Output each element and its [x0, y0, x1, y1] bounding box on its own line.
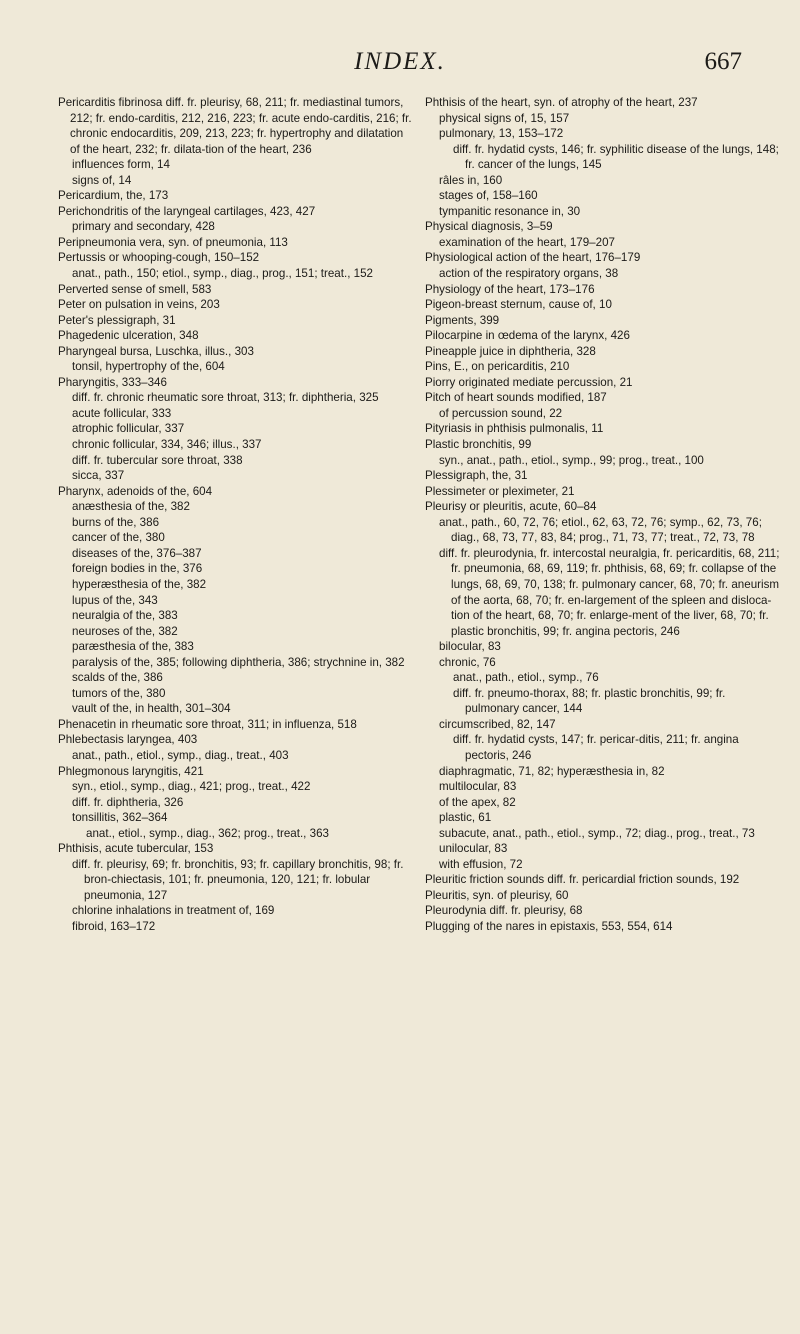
index-entry: plastic, 61	[439, 811, 492, 825]
index-entry: foreign bodies in the, 376	[72, 562, 203, 576]
index-entry: Plessimeter or pleximeter, 21	[425, 484, 575, 498]
index-entry: Plastic bronchitis, 99	[425, 438, 532, 452]
index-entry: anat., path., 150; etiol., symp., diag., prog., 151; treat., 152	[72, 267, 373, 281]
index-entry: Perichondritis of the laryngeal cartilages, 423, 427	[58, 204, 316, 218]
index-entry: Phthisis of the heart, syn. of atrophy of the heart, 237	[425, 96, 698, 109]
index-entry: Pericarditis fibrinosa diff. fr. pleurisy, 68, 211; fr. mediastinal tumors, 212; fr. endo-carditis, 212, 216, 223; fr. acute endo-carditis, 216; fr. chronic endocarditis, 209, 213, 223; fr. hypertrophy and dilatation of the heart, 232; fr. dilata-tion of the heart, 236	[58, 96, 412, 156]
index-entry: lupus of the, 343	[72, 593, 158, 607]
index-entry: circumscribed, 82, 147	[439, 717, 556, 731]
index-entry: paræsthesia of the, 383	[72, 640, 194, 654]
index-entry: Phthisis, acute tubercular, 153	[58, 842, 214, 856]
index-entry: scalds of the, 386	[72, 671, 163, 685]
index-entry: chronic follicular, 334, 346; illus., 337	[72, 438, 262, 452]
index-entry: tonsillitis, 362–364	[72, 811, 168, 825]
index-entry: diff. fr. hydatid cysts, 146; fr. syphilitic disease of the lungs, 148; fr. cancer of the lungs, 145	[453, 142, 779, 172]
index-entry: anæsthesia of the, 382	[72, 500, 190, 514]
index-entry: Peripneumonia vera, syn. of pneumonia, 113	[58, 235, 288, 249]
index-entry: Pigeon-breast sternum, cause of, 10	[425, 298, 612, 312]
index-entry: neuroses of the, 382	[72, 624, 178, 638]
index-entry: syn., anat., path., etiol., symp., 99; prog., treat., 100	[439, 453, 704, 467]
page-number: 667	[704, 48, 742, 75]
index-entry: of percussion sound, 22	[439, 406, 563, 420]
index-entry: Pharyngeal bursa, Luschka, illus., 303	[58, 344, 254, 358]
index-entry: with effusion, 72	[439, 857, 523, 871]
index-entry: burns of the, 386	[72, 515, 160, 529]
index-entry: Pleuritis, syn. of pleurisy, 60	[425, 888, 569, 902]
index-entry: diaphragmatic, 71, 82; hyperæsthesia in, 82	[439, 764, 665, 778]
index-entry: Pleurisy or pleuritis, acute, 60–84	[425, 500, 597, 514]
index-entry: signs of, 14	[72, 173, 132, 187]
index-entry: Perverted sense of smell, 583	[58, 282, 212, 296]
index-entry: Physiological action of the heart, 176–179	[425, 251, 641, 265]
index-entry: hyperæsthesia of the, 382	[72, 577, 207, 591]
index-entry: diff. fr. hydatid cysts, 147; fr. pericar-ditis, 211; fr. angina pectoris, 246	[453, 733, 739, 762]
index-entry: Physiology of the heart, 173–176	[425, 282, 595, 296]
index-entry: chronic, 76	[439, 655, 496, 669]
index-entry: diff. fr. pleurisy, 69; fr. bronchitis, 93; fr. capillary bronchitis, 98; fr. bron-chiectasis, 101; fr. pneumonia, 120, 121; fr. lobular pneumonia, 127	[72, 857, 404, 902]
index-entry: diseases of the, 376–387	[72, 546, 202, 560]
index-entry: Phenacetin in rheumatic sore throat, 311; in influenza, 518	[58, 717, 357, 731]
index-entry: physical signs of, 15, 157	[439, 111, 570, 125]
index-entry: diff. fr. pleurodynia, fr. intercostal neuralgia, fr. pericarditis, 68, 211; fr. pneumonia, 68, 69, 119; fr. phthisis, 68, 69; fr. collapse of the lungs, 68, 69, 70, 138; fr. pulmonary cancer, 68, 70; fr. aneurism of the aorta, 68, 70; fr. en-largement of the spleen and disloca-tion of the heart, 68, 70; fr. enlarge-ment of the liver, 68, 70; fr. plastic bronchitis, 99; fr. angina pectoris, 246	[439, 546, 780, 638]
index-entry: anat., path., 60, 72, 76; etiol., 62, 63, 72, 76; symp., 62, 73, 76; diag., 68, 73, 77, 83, 84; prog., 71, 73, 77; treat., 72, 73, 78	[439, 515, 762, 545]
index-entry: Phlegmonous laryngitis, 421	[58, 764, 204, 778]
index-entry: Pleurodynia diff. fr. pleurisy, 68	[425, 904, 583, 918]
index-entry: acute follicular, 333	[72, 406, 172, 420]
index-column-right	[425, 95, 780, 935]
index-entry: sicca, 337	[72, 469, 125, 483]
index-entry: multilocular, 83	[439, 780, 517, 794]
index-entry: Phlebectasis laryngea, 403	[58, 733, 198, 747]
index-entry: anat., path., etiol., symp., diag., treat., 403	[72, 748, 289, 762]
index-entry: râles in, 160	[439, 173, 503, 187]
index-entry: subacute, anat., path., etiol., symp., 72; diag., prog., treat., 73	[439, 826, 755, 840]
index-entry: diff. fr. tubercular sore throat, 338	[72, 453, 243, 467]
index-entry: cancer of the, 380	[72, 531, 165, 545]
index-entry: tonsil, hypertrophy of the, 604	[72, 360, 225, 374]
index-entry: influences form, 14	[72, 158, 170, 172]
index-entry: fibroid, 163–172	[72, 919, 156, 933]
page-title: INDEX.	[354, 48, 446, 75]
index-entry: tympanitic resonance in, 30	[439, 204, 581, 218]
index-entry: pulmonary, 13, 153–172	[439, 127, 564, 141]
index-entry: Pleuritic friction sounds diff. fr. pericardial friction sounds, 192	[425, 873, 740, 887]
index-entry: tumors of the, 380	[72, 686, 166, 700]
index-entry: Pitch of heart sounds modified, 187	[425, 391, 607, 405]
index-entry: stages of, 158–160	[439, 189, 538, 203]
index-entry: Pertussis or whooping-cough, 150–152	[58, 251, 260, 265]
index-entry: Peter on pulsation in veins, 203	[58, 298, 220, 312]
index-entry: diff. fr. diphtheria, 326	[72, 795, 184, 809]
index-entry: syn., etiol., symp., diag., 421; prog., treat., 422	[72, 780, 311, 794]
index-entry: Peter's plessigraph, 31	[58, 313, 176, 327]
index-entry: anat., path., etiol., symp., 76	[453, 671, 599, 685]
index-entry: neuralgia of the, 383	[72, 609, 178, 623]
index-entry: bilocular, 83	[439, 640, 501, 654]
index-entry: diff. fr. pneumo-thorax, 88; fr. plastic bronchitis, 99; fr. pulmonary cancer, 144	[453, 686, 726, 716]
index-entry: Pineapple juice in diphtheria, 328	[425, 344, 596, 358]
index-entry: anat., etiol., symp., diag., 362; prog., treat., 363	[86, 826, 329, 840]
index-entry: Pharynx, adenoids of the, 604	[58, 484, 213, 498]
index-entry: Plessigraph, the, 31	[425, 469, 528, 483]
index-entry: Pins, E., on pericarditis, 210	[425, 360, 570, 374]
page-header	[0, 48, 800, 88]
index-entry: Piorry originated mediate percussion, 21	[425, 375, 633, 389]
index-entry: Pericardium, the, 173	[58, 189, 169, 203]
index-entry: atrophic follicular, 337	[72, 422, 185, 436]
index-entry: Pigments, 399	[425, 313, 500, 327]
index-entry: Pityriasis in phthisis pulmonalis, 11	[425, 422, 604, 436]
index-entry: diff. fr. chronic rheumatic sore throat, 313; fr. diphtheria, 325	[72, 391, 379, 405]
index-entry: of the apex, 82	[439, 795, 516, 809]
index-entry: Pharyngitis, 333–346	[58, 375, 167, 389]
index-entry: primary and secondary, 428	[72, 220, 215, 234]
index-entry: Phagedenic ulceration, 348	[58, 329, 199, 343]
index-entry: paralysis of the, 385; following diphtheria, 386; strychnine in, 382	[72, 655, 405, 669]
index-entry: vault of the, in health, 301–304	[72, 702, 231, 716]
index-entry: unilocular, 83	[439, 842, 508, 856]
index-entry: Plugging of the nares in epistaxis, 553, 554, 614	[425, 919, 673, 933]
index-entry: action of the respiratory organs, 38	[439, 267, 619, 281]
index-column-left	[58, 95, 413, 935]
index-entry: chlorine inhalations in treatment of, 169	[72, 904, 275, 918]
index-entry: Pilocarpine in œdema of the larynx, 426	[425, 329, 630, 343]
index-entry: examination of the heart, 179–207	[439, 235, 615, 249]
index-entry: Physical diagnosis, 3–59	[425, 220, 553, 234]
